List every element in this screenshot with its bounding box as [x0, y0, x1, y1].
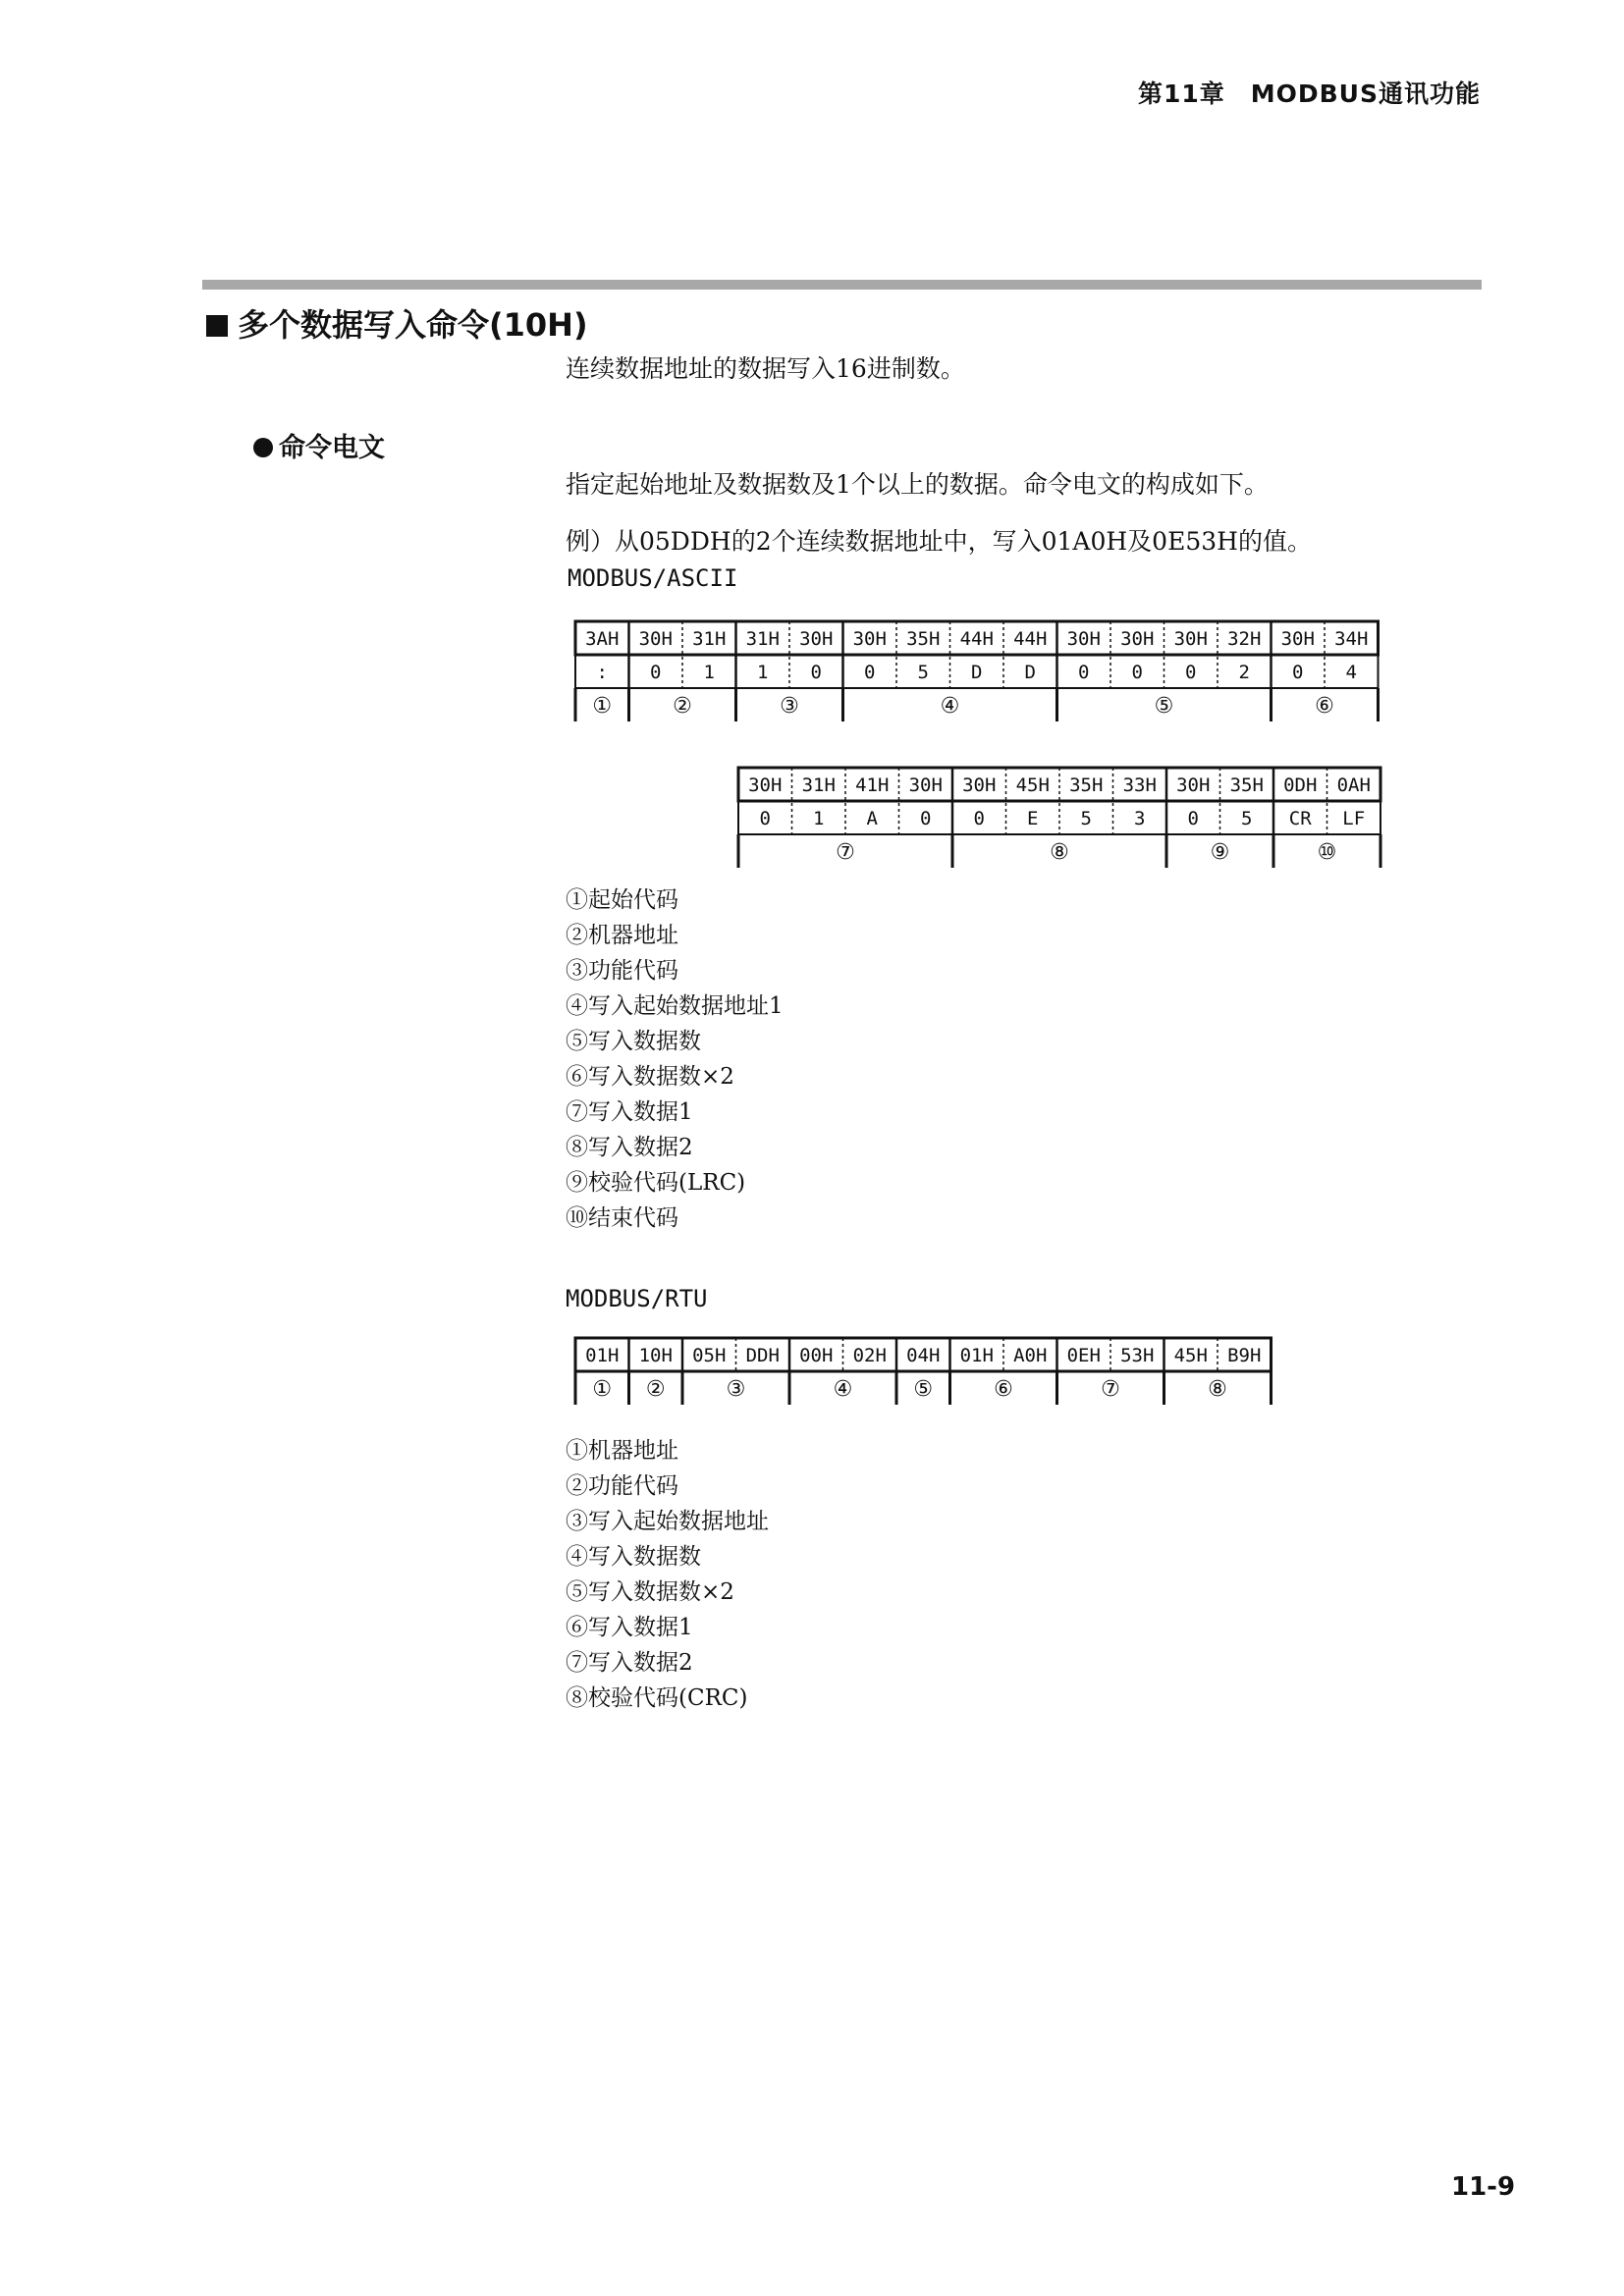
ascii-row1-char-cell: 1: [757, 662, 769, 683]
square-bullet-icon: [206, 315, 228, 337]
ascii-row2-char-cell: 0: [1187, 808, 1199, 829]
ascii-row1-group-label: ④: [940, 694, 960, 719]
subsection-title: [253, 426, 385, 464]
ascii-label: MODBUS/ASCII: [568, 564, 738, 592]
ascii-row1-hex-cell: 34H: [1334, 628, 1369, 650]
rtu-group-label: ①: [592, 1377, 613, 1402]
rtu-hex-cell: B9H: [1227, 1345, 1262, 1366]
rtu-hex-cell: 04H: [906, 1345, 941, 1366]
rtu-hex-cell: 01H: [959, 1345, 994, 1366]
chapter-header: 第11章 MODBUS通讯功能: [1137, 80, 1481, 108]
ascii-row2-hex-cell: 41H: [855, 774, 890, 796]
rtu-group-label: ④: [833, 1377, 853, 1402]
ascii-row2-hex-cell: 0DH: [1283, 774, 1318, 796]
ascii-row2-hex-cell: 30H: [908, 774, 943, 796]
ascii-row1-group-label: ⑤: [1154, 694, 1174, 719]
ascii-row2-char-cell: 5: [1241, 808, 1253, 829]
ascii-legend: [566, 882, 784, 1236]
rtu-group-label: ③: [726, 1377, 746, 1402]
circle-bullet-icon: [253, 438, 273, 457]
rtu-legend-item: ⑤写入数据数×2: [566, 1579, 734, 1605]
ascii-row1-hex-cell: 30H: [638, 628, 673, 650]
subsection-title-text: 命令电文: [279, 433, 385, 463]
ascii-row1-group-label: ②: [673, 694, 692, 719]
ascii-row1-char-cell: 0: [1185, 662, 1197, 683]
ascii-row2-hex-cell: 31H: [801, 774, 836, 796]
rtu-group-label: ⑥: [994, 1377, 1013, 1402]
ascii-row1-hex-cell: 44H: [1013, 628, 1048, 650]
ascii-row1-char-cell: 1: [703, 662, 715, 683]
ascii-row2-char-cell: 1: [813, 808, 825, 829]
ascii-legend-item: ④写入起始数据地址1: [566, 993, 784, 1019]
ascii-row1-char-cell: 0: [650, 662, 662, 683]
rtu-hex-cell: 00H: [799, 1345, 834, 1366]
ascii-row1-char-cell: 0: [1131, 662, 1143, 683]
rtu-hex-cell: 53H: [1120, 1345, 1155, 1366]
ascii-row2-group-label: ⑦: [836, 840, 855, 865]
rtu-label: MODBUS/RTU: [566, 1285, 708, 1312]
ascii-row1-hex-cell: 31H: [745, 628, 780, 650]
rtu-hex-cell: A0H: [1013, 1345, 1048, 1366]
ascii-row2-char-cell: 0: [759, 808, 771, 829]
ascii-row2-char-cell: 0: [973, 808, 985, 829]
ascii-row1-hex-cell: 30H: [1120, 628, 1155, 650]
ascii-legend-item: ⑩结束代码: [566, 1205, 678, 1231]
rtu-frame: [572, 1335, 1274, 1408]
ascii-row1-hex-cell: 31H: [692, 628, 727, 650]
ascii-row1-hex-cell: 30H: [1173, 628, 1208, 650]
ascii-row1-char-cell: 0: [810, 662, 822, 683]
ascii-legend-item: ⑨校验代码(LRC): [566, 1170, 746, 1196]
ascii-legend-item: ③功能代码: [566, 958, 678, 984]
ascii-row2-char-cell: 5: [1080, 808, 1092, 829]
rtu-legend-item: ③写入起始数据地址: [566, 1509, 769, 1534]
ascii-row2-char-cell: CR: [1288, 808, 1312, 829]
ascii-row1-char-cell: 5: [917, 662, 929, 683]
ascii-row2-char-cell: 3: [1134, 808, 1146, 829]
page-number: 11-9: [1451, 2172, 1516, 2202]
section-intro: 连续数据地址的数据写入16进制数。: [566, 354, 965, 383]
section-rule: [202, 280, 1482, 290]
ascii-row2-char-cell: LF: [1342, 808, 1366, 829]
rtu-hex-cell: 05H: [692, 1345, 727, 1366]
ascii-frame-row-2: [735, 765, 1383, 871]
ascii-row1-group-label: ③: [780, 694, 799, 719]
ascii-row1-char-cell: 0: [1292, 662, 1304, 683]
subsection-paragraph-1: 指定起始地址及数据数及1个以上的数据。命令电文的构成如下。: [566, 470, 1269, 499]
rtu-legend-item: ④写入数据数: [566, 1544, 701, 1570]
ascii-row2-hex-cell: 35H: [1229, 774, 1264, 796]
rtu-hex-cell: 02H: [852, 1345, 887, 1366]
rtu-legend-item: ⑦写入数据2: [566, 1650, 693, 1676]
ascii-row2-hex-cell: 0AH: [1336, 774, 1371, 796]
ascii-legend-item: ⑧写入数据2: [566, 1135, 693, 1160]
ascii-legend-item: ②机器地址: [566, 923, 678, 948]
ascii-row2-char-cell: E: [1027, 808, 1039, 829]
rtu-svg: [572, 1335, 1274, 1408]
ascii-row1-hex-cell: 30H: [1066, 628, 1101, 650]
ascii-row2-hex-cell: 30H: [748, 774, 783, 796]
ascii-row1-hex-cell: 30H: [1280, 628, 1315, 650]
ascii-row1-hex-cell: 32H: [1227, 628, 1262, 650]
ascii-row1-hex-cell: 35H: [906, 628, 941, 650]
ascii-legend-item: ⑥写入数据数×2: [566, 1064, 734, 1090]
ascii-row2-hex-cell: 45H: [1015, 774, 1050, 796]
ascii-legend-item: ⑦写入数据1: [566, 1099, 693, 1125]
section-title-text: 多个数据写入命令(10H): [238, 306, 588, 344]
ascii-row2-group-label: ⑩: [1317, 840, 1337, 865]
ascii-row2-char-cell: A: [866, 808, 878, 829]
ascii-row1-group-label: ①: [592, 694, 613, 719]
section-title: [206, 300, 588, 346]
ascii-legend-item: ①起始代码: [566, 887, 678, 913]
rtu-group-label: ⑤: [913, 1377, 934, 1402]
ascii-row1-char-cell: :: [596, 662, 608, 683]
rtu-hex-cell: 45H: [1173, 1345, 1208, 1366]
ascii-row1-char-cell: 0: [1078, 662, 1090, 683]
rtu-legend-item: ⑧校验代码(CRC): [566, 1685, 748, 1711]
ascii-row1-char-cell: 2: [1238, 662, 1250, 683]
ascii-row1-char-cell: 0: [864, 662, 876, 683]
ascii-row1-hex-cell: 30H: [799, 628, 834, 650]
rtu-group-label: ⑧: [1208, 1377, 1227, 1402]
rtu-group-label: ⑦: [1101, 1377, 1120, 1402]
ascii-row1-char-cell: D: [971, 662, 983, 683]
ascii-legend-item: ⑤写入数据数: [566, 1029, 701, 1054]
ascii-row2-hex-cell: 35H: [1069, 774, 1104, 796]
rtu-hex-cell: 10H: [638, 1345, 673, 1366]
rtu-hex-cell: 01H: [585, 1345, 620, 1366]
ascii-row1-svg: [572, 618, 1381, 724]
rtu-legend-item: ①机器地址: [566, 1438, 678, 1464]
ascii-row1-group-label: ⑥: [1315, 694, 1334, 719]
ascii-row2-group-label: ⑧: [1050, 840, 1069, 865]
rtu-legend-item: ⑥写入数据1: [566, 1615, 693, 1640]
ascii-row1-hex-cell: 30H: [852, 628, 887, 650]
ascii-row2-group-label: ⑨: [1210, 840, 1230, 865]
subsection-paragraph-2: 例）从05DDH的2个连续数据地址中，写入01A0H及0E53H的值。: [566, 527, 1312, 556]
ascii-row2-hex-cell: 33H: [1122, 774, 1157, 796]
rtu-group-label: ②: [645, 1377, 666, 1402]
rtu-hex-cell: DDH: [745, 1345, 780, 1366]
ascii-row2-hex-cell: 30H: [1176, 774, 1211, 796]
ascii-row2-hex-cell: 30H: [962, 774, 997, 796]
rtu-hex-cell: 0EH: [1066, 1345, 1101, 1366]
ascii-row2-svg: [735, 765, 1383, 871]
rtu-legend-item: ②功能代码: [566, 1473, 678, 1499]
ascii-row1-hex-cell: 3AH: [585, 628, 620, 650]
ascii-row1-char-cell: D: [1024, 662, 1036, 683]
ascii-row2-char-cell: 0: [920, 808, 932, 829]
ascii-frame-row-1: [572, 618, 1381, 724]
ascii-row1-char-cell: 4: [1345, 662, 1357, 683]
rtu-legend: [566, 1433, 769, 1716]
ascii-row1-hex-cell: 44H: [959, 628, 994, 650]
